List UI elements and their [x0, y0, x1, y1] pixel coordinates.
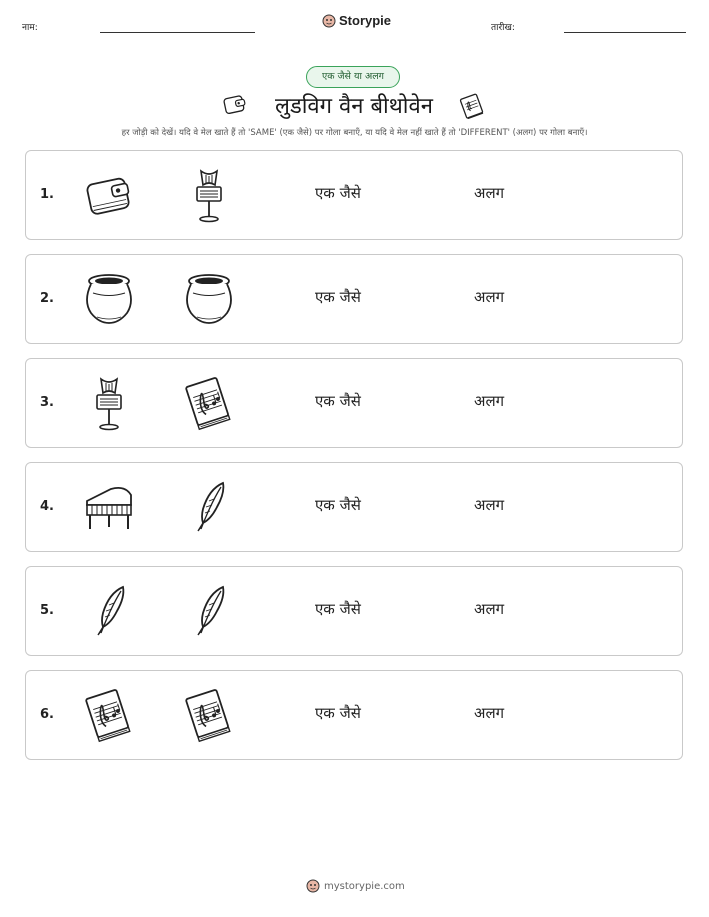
music-book-icon	[181, 687, 237, 745]
different-option[interactable]: अलग	[474, 496, 505, 514]
wallet-icon	[81, 167, 137, 225]
exercise-row	[25, 150, 683, 240]
music-book-icon	[81, 687, 137, 745]
music-book-icon	[181, 375, 237, 433]
row-number: 2.	[40, 291, 54, 306]
different-option[interactable]: अलग	[474, 392, 505, 410]
same-option[interactable]: एक जैसे	[315, 184, 361, 202]
date-field[interactable]	[564, 32, 686, 33]
different-option[interactable]: अलग	[474, 288, 505, 306]
row-number: 6.	[40, 707, 54, 722]
footer	[306, 879, 405, 893]
piano-icon	[81, 479, 137, 537]
same-option[interactable]: एक जैसे	[315, 600, 361, 618]
name-label: नाम:	[22, 23, 38, 33]
wallet-icon	[222, 93, 248, 117]
exercise-row	[25, 358, 683, 448]
quill-icon	[81, 583, 137, 641]
music-book-icon	[458, 93, 486, 119]
storypie-mascot-icon	[306, 879, 320, 893]
storypie-mascot-icon	[322, 14, 336, 28]
row-number: 4.	[40, 499, 54, 514]
row-number: 1.	[40, 187, 54, 202]
quill-icon	[181, 583, 237, 641]
same-option[interactable]: एक जैसे	[315, 496, 361, 514]
name-field[interactable]	[100, 32, 255, 33]
different-option[interactable]: अलग	[474, 600, 505, 618]
date-label: तारीख:	[491, 23, 515, 33]
instructions: हर जोड़ी को देखें। यदि वे मेल खाते हैं तो 'SAME' (एक जैसे) पर गोला बनाएँ, या यदि वे मेल नहीं खाते हैं तो 'DIFFERENT' (अलग) पर गोला बनाएँ।	[121, 128, 588, 138]
music-stand-icon	[181, 167, 237, 225]
pot-icon	[81, 271, 137, 329]
same-option[interactable]: एक जैसे	[315, 288, 361, 306]
brand-name: Storypie	[339, 13, 392, 28]
brand-logo	[322, 13, 391, 28]
worksheet-type-badge: एक जैसे या अलग	[306, 66, 400, 88]
quill-icon	[181, 479, 237, 537]
pot-icon	[181, 271, 237, 329]
exercise-row	[25, 566, 683, 656]
music-stand-icon	[81, 375, 137, 433]
row-number: 5.	[40, 603, 54, 618]
exercise-row	[25, 670, 683, 760]
exercise-row	[25, 462, 683, 552]
different-option[interactable]: अलग	[474, 704, 505, 722]
page-title: लुडविग वैन बीथोवेन	[275, 94, 433, 119]
row-number: 3.	[40, 395, 54, 410]
same-option[interactable]: एक जैसे	[315, 704, 361, 722]
exercise-row	[25, 254, 683, 344]
different-option[interactable]: अलग	[474, 184, 505, 202]
same-option[interactable]: एक जैसे	[315, 392, 361, 410]
footer-url[interactable]: mystorypie.com	[324, 880, 405, 892]
